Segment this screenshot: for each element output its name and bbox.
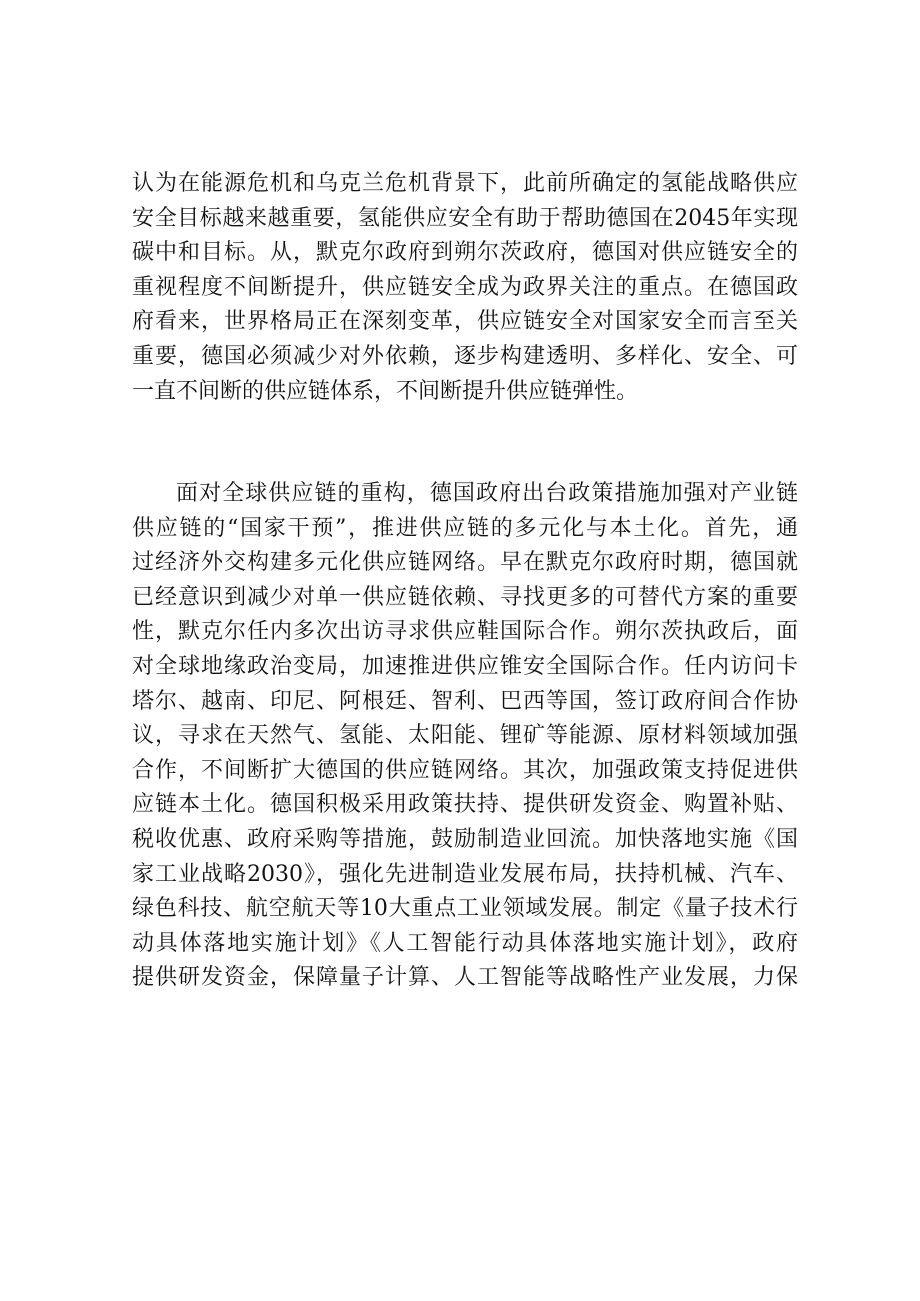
paragraph-line: 碳中和目标。从，默克尔政府到朔尔茨政府，德国对供应链安全的	[132, 240, 798, 266]
paragraph-line: 提供研发资金，保障量子计算、人工智能等战略性产业发展，力保	[132, 965, 798, 991]
paragraph-line: 府看来，世界格局正在深刻变革，供应链安全对国家安全而言至关	[132, 309, 798, 335]
paragraph-line: 安全目标越来越重要，氢能供应安全有助于帮助德国在2045年实现	[132, 205, 798, 231]
paragraph-line: 已经意识到减少对单一供应链依赖、寻找更多的可替代方案的重要	[132, 584, 798, 610]
paragraph-line: 重要，德国必须减少对外依赖，逐步构建透明、多样化、安全、可	[132, 343, 798, 369]
paragraph-line: 塔尔、越南、印尼、阿根廷、智利、巴西等国，签订政府间合作协	[132, 688, 798, 714]
paragraph-line: 过经济外交构建多元化供应链网络。早在默克尔政府时期，德国就	[132, 550, 798, 576]
paragraph-line: 应链本土化。德国积极采用政策扶持、提供研发资金、购置补贴、	[132, 792, 798, 818]
paragraph-line: 议，寻求在天然气、氢能、太阳能、锂矿等能源、原材料领域加强	[132, 723, 798, 749]
paragraph-line: 性，默克尔任内多次出访寻求供应鞋国际合作。朔尔茨执政后，面	[132, 619, 798, 645]
paragraph-line: 动具体落地实施计划》《人工智能行动具体落地实施计划》，政府	[132, 930, 798, 956]
paragraph-line: 面对全球供应链的重构，德国政府出台政策措施加强对产业链	[176, 481, 798, 506]
paragraph-line: 税收优惠、政府采购等措施，鼓励制造业回流。加快落地实施《国	[132, 826, 798, 852]
paragraph-line: 重视程度不间断提升，供应链安全成为政界关注的重点。在德国政	[132, 274, 798, 300]
paragraph-line: 家工业战略2030》，强化先进制造业发展布局，扶持机械、汽车、	[132, 861, 798, 887]
paragraph-line: 认为在能源危机和乌克兰危机背景下，此前所确定的氢能战略供应	[132, 171, 798, 196]
paragraph-line: 绿色科技、航空航天等10大重点工业领域发展。制定《量子技术行	[132, 896, 798, 922]
paragraph-line: 一直不间断的供应链体系，不间断提升供应链弹性。	[132, 378, 639, 404]
paragraph-line: 合作，不间断扩大德国的供应链网络。其次，加强政策支持促进供	[132, 757, 798, 783]
paragraph-1	[132, 167, 798, 409]
paragraph-line: 供应链的“国家干预”，推进供应链的多元化与本土化。首先，通	[132, 515, 798, 541]
paragraph-2	[132, 477, 798, 996]
paragraph-line: 对全球地缘政治变局，加速推进供应锥安全国际合作。任内访问卡	[132, 653, 798, 679]
